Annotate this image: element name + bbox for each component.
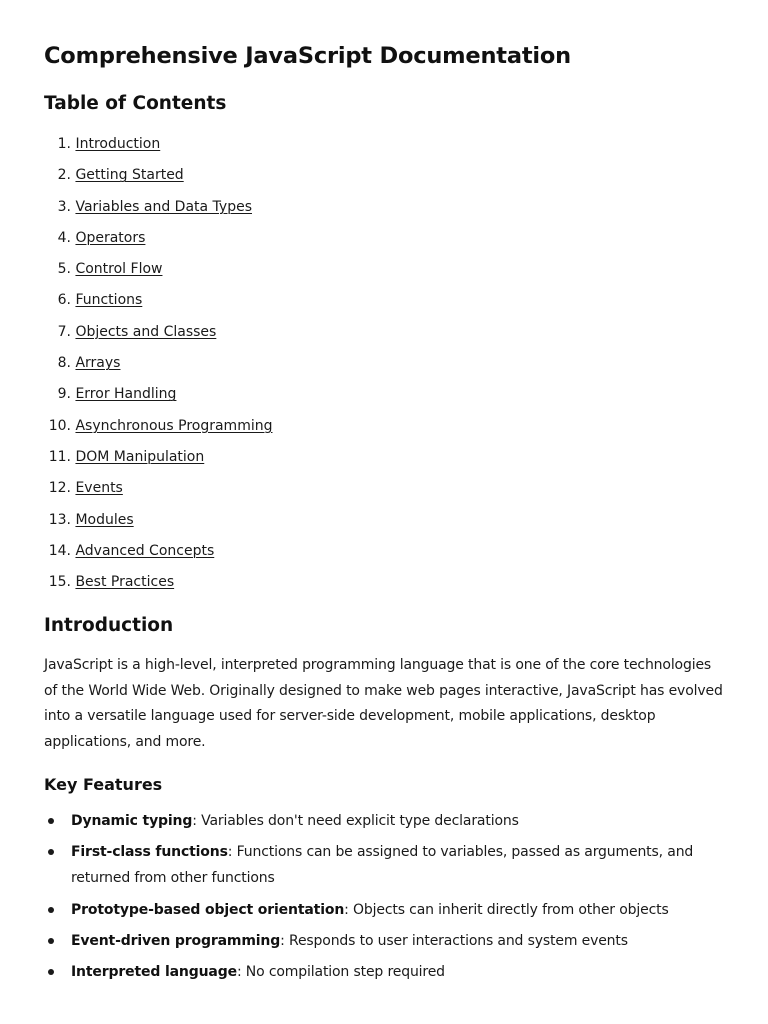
toc-link-async[interactable]: Asynchronous Programming xyxy=(75,417,273,434)
toc-item xyxy=(44,287,272,318)
toc-item xyxy=(44,413,272,444)
feature-description: : No compilation step required xyxy=(236,964,445,981)
toc-item xyxy=(44,194,272,225)
toc-item xyxy=(44,350,272,381)
toc-link-functions[interactable]: Functions xyxy=(75,292,143,309)
bullet-icon xyxy=(48,969,54,975)
toc-item xyxy=(44,569,272,600)
toc-link-objects-classes[interactable]: Objects and Classes xyxy=(75,323,217,340)
toc-item xyxy=(44,319,272,350)
toc-item-number: 6. xyxy=(57,292,71,309)
key-features-heading: Key Features xyxy=(44,775,163,794)
feature-item xyxy=(44,959,724,985)
toc-link-introduction[interactable]: Introduction xyxy=(75,136,161,152)
toc-link-error-handling[interactable]: Error Handling xyxy=(75,386,177,403)
toc-link-events[interactable]: Events xyxy=(75,480,123,497)
toc-item-number: 1. xyxy=(57,136,71,152)
toc-item-number: 9. xyxy=(57,386,71,403)
feature-item xyxy=(44,897,724,923)
toc-link-variables[interactable]: Variables and Data Types xyxy=(75,198,252,215)
toc-link-dom[interactable]: DOM Manipulation xyxy=(75,448,205,465)
toc-item xyxy=(44,225,272,256)
toc-link-modules[interactable]: Modules xyxy=(75,511,134,528)
toc-item-number: 10. xyxy=(48,417,71,434)
toc-item xyxy=(44,475,272,506)
toc-item-number: 2. xyxy=(57,167,71,184)
bullet-icon xyxy=(48,849,54,855)
toc-item xyxy=(44,538,272,569)
feature-description: : Functions can be assigned to variables, passed as arguments, and returned from other functions xyxy=(71,844,694,887)
toc-item xyxy=(44,256,272,287)
toc-link-arrays[interactable]: Arrays xyxy=(75,355,121,372)
feature-item xyxy=(44,839,724,891)
bullet-icon xyxy=(48,938,54,944)
feature-item xyxy=(44,808,724,834)
feature-term: First-class functions xyxy=(71,844,228,861)
toc-item xyxy=(44,381,272,412)
toc-link-operators[interactable]: Operators xyxy=(75,229,146,246)
feature-term: Interpreted language xyxy=(71,964,237,981)
table-of-contents xyxy=(44,131,272,600)
introduction-heading: Introduction xyxy=(44,615,174,636)
toc-item xyxy=(44,444,272,475)
toc-heading: Table of Contents xyxy=(44,93,227,114)
feature-term: Prototype-based object orientation xyxy=(71,901,345,918)
feature-description: : Variables don't need explicit type declarations xyxy=(192,813,519,829)
feature-item xyxy=(44,928,724,954)
bullet-icon xyxy=(48,818,54,824)
feature-description: : Objects can inherit directly from other objects xyxy=(344,901,669,918)
toc-item-number: 3. xyxy=(57,198,71,215)
bullet-icon xyxy=(48,907,54,913)
toc-item-number: 12. xyxy=(48,480,71,497)
toc-link-getting-started[interactable]: Getting Started xyxy=(75,167,184,184)
toc-item xyxy=(44,162,272,193)
toc-item-number: 7. xyxy=(57,323,71,340)
toc-item-number: 13. xyxy=(48,511,71,528)
introduction-paragraph: JavaScript is a high-level, interpreted programming language that is one of the core technologies of the World Wide Web. Originally designed to make web pages interactive, JavaScript has evolved into a versatile language used for server-side development, mobile applications, desktop applications, and more. xyxy=(44,657,723,750)
key-features-list xyxy=(44,808,724,990)
toc-item-number: 4. xyxy=(57,229,71,246)
toc-item-number: 5. xyxy=(57,261,71,278)
feature-term: Dynamic typing xyxy=(71,813,193,829)
toc-link-advanced[interactable]: Advanced Concepts xyxy=(75,542,215,559)
feature-term: Event-driven programming xyxy=(71,932,281,949)
toc-item-number: 15. xyxy=(48,574,71,591)
toc-link-control-flow[interactable]: Control Flow xyxy=(75,261,163,278)
toc-item-number: 14. xyxy=(48,542,71,559)
page-title: Comprehensive JavaScript Documentation xyxy=(44,43,571,69)
toc-link-best-practices[interactable]: Best Practices xyxy=(75,574,175,591)
toc-item-number: 11. xyxy=(48,448,71,465)
feature-description: : Responds to user interactions and system events xyxy=(280,932,628,949)
toc-item xyxy=(44,131,272,162)
toc-item xyxy=(44,507,272,538)
toc-item-number: 8. xyxy=(57,355,71,372)
